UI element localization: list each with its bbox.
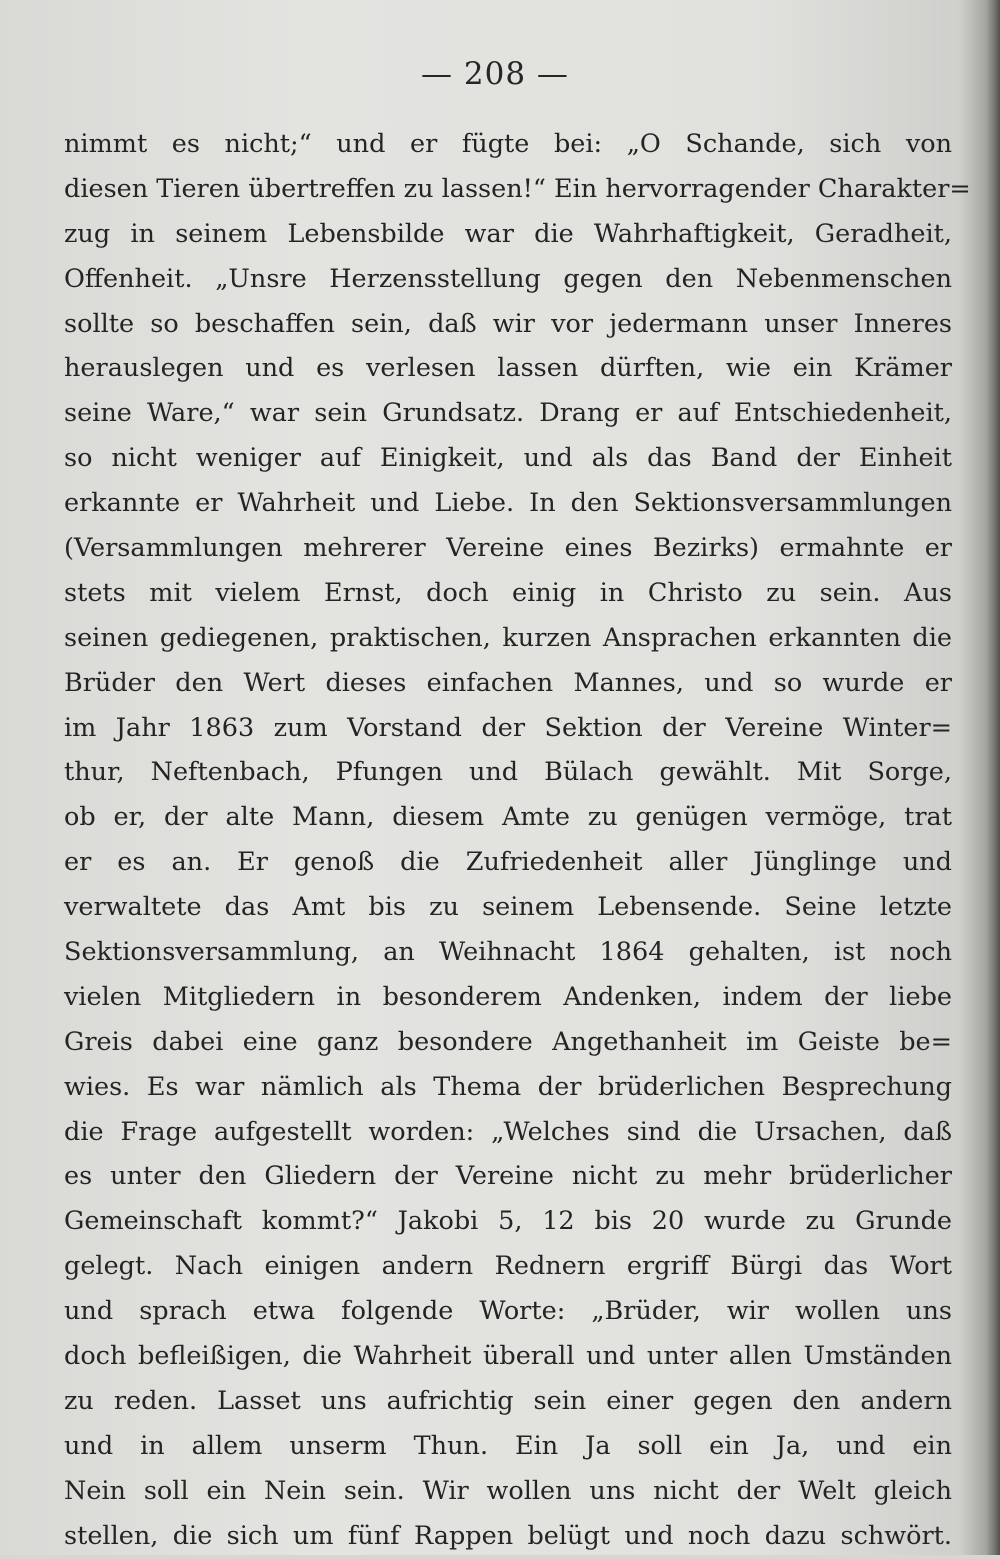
text-line: Nein soll ein Nein sein. Wir wollen uns nicht der Welt gleich — [64, 1475, 952, 1506]
text-line: und in allem unserm Thun. Ein Ja soll ein Ja, und ein — [64, 1430, 952, 1461]
text-line: es unter den Gliedern der Vereine nicht zu mehr brüderlicher — [64, 1161, 952, 1192]
text-line: und sprach etwa folgende Worte: „Brüder, wir wollen uns — [64, 1296, 952, 1327]
text-line: im Jahr 1863 zum Vorstand der Sektion der Vereine Winter= — [64, 712, 952, 743]
text-line: Sektionsversammlung, an Weihnacht 1864 gehalten, ist noch — [64, 937, 952, 968]
page-edge-shadow — [986, 0, 1000, 1555]
text-line: sollte so beschaffen sein, daß wir vor jedermann unser Inneres — [64, 308, 952, 339]
text-line: zug in seinem Lebensbilde war die Wahrhaftigkeit, Geradheit, — [64, 218, 952, 249]
text-line: Gemeinschaft kommt?“ Jakobi 5, 12 bis 20 wurde zu Grunde — [64, 1206, 952, 1237]
text-line: herauslegen und es verlesen lassen dürften, wie ein Krämer — [64, 353, 952, 384]
text-line: Greis dabei eine ganz besondere Angethanheit im Geiste be= — [64, 1026, 952, 1057]
text-line: nimmt es nicht;“ und er fügte bei: „O Schande, sich von — [64, 129, 952, 159]
text-line: diesen Tieren übertreffen zu lassen!“ Ein hervorragender Charakter= — [64, 173, 971, 204]
text-line: zu reden. Lasset uns aufrichtig sein einer gegen den andern — [64, 1385, 952, 1416]
text-line: verwaltete das Amt bis zu seinem Lebensende. Seine letzte — [64, 892, 952, 923]
text-line: wies. Es war nämlich als Thema der brüderlichen Besprechung — [64, 1071, 952, 1102]
text-line: (Versammlungen mehrerer Vereine eines Bezirks) ermahnte er — [64, 533, 952, 564]
text-line: doch befleißigen, die Wahrheit überall und unter allen Umständen — [64, 1341, 952, 1372]
text-line: erkannte er Wahrheit und Liebe. In den Sektionsversammlungen — [64, 488, 952, 519]
text-line: vielen Mitgliedern in besonderem Andenken, indem der liebe — [64, 981, 952, 1012]
text-line: thur, Neftenbach, Pfungen und Bülach gewählt. Mit Sorge, — [64, 757, 952, 788]
text-line: Brüder den Wert dieses einfachen Mannes, und so wurde er — [64, 667, 952, 698]
text-line: die Frage aufgestellt worden: „Welches sind die Ursachen, daß — [64, 1116, 952, 1147]
text-line: stellen, die sich um fünf Rappen belügt und noch dazu schwört. — [64, 1520, 952, 1551]
text-line: so nicht weniger auf Einigkeit, und als das Band der Einheit — [64, 443, 952, 474]
text-line: er es an. Er genoß die Zufriedenheit aller Jünglinge und — [64, 847, 952, 878]
text-line: seine Ware,“ war sein Grundsatz. Drang er auf Entschiedenheit, — [64, 398, 952, 429]
text-line: seinen gediegenen, praktischen, kurzen Ansprachen erkannten die — [64, 622, 952, 653]
body-text — [64, 122, 971, 1559]
text-line: ob er, der alte Mann, diesem Amte zu genügen vermöge, trat — [64, 802, 952, 833]
text-line: Offenheit. „Unsre Herzensstellung gegen den Nebenmenschen — [64, 263, 952, 294]
text-line: stets mit vielem Ernst, doch einig in Christo zu sein. Aus — [64, 577, 952, 608]
text-line: gelegt. Nach einigen andern Rednern ergriff Bürgi das Wort — [64, 1251, 952, 1282]
page-number: — 208 — — [421, 56, 569, 92]
